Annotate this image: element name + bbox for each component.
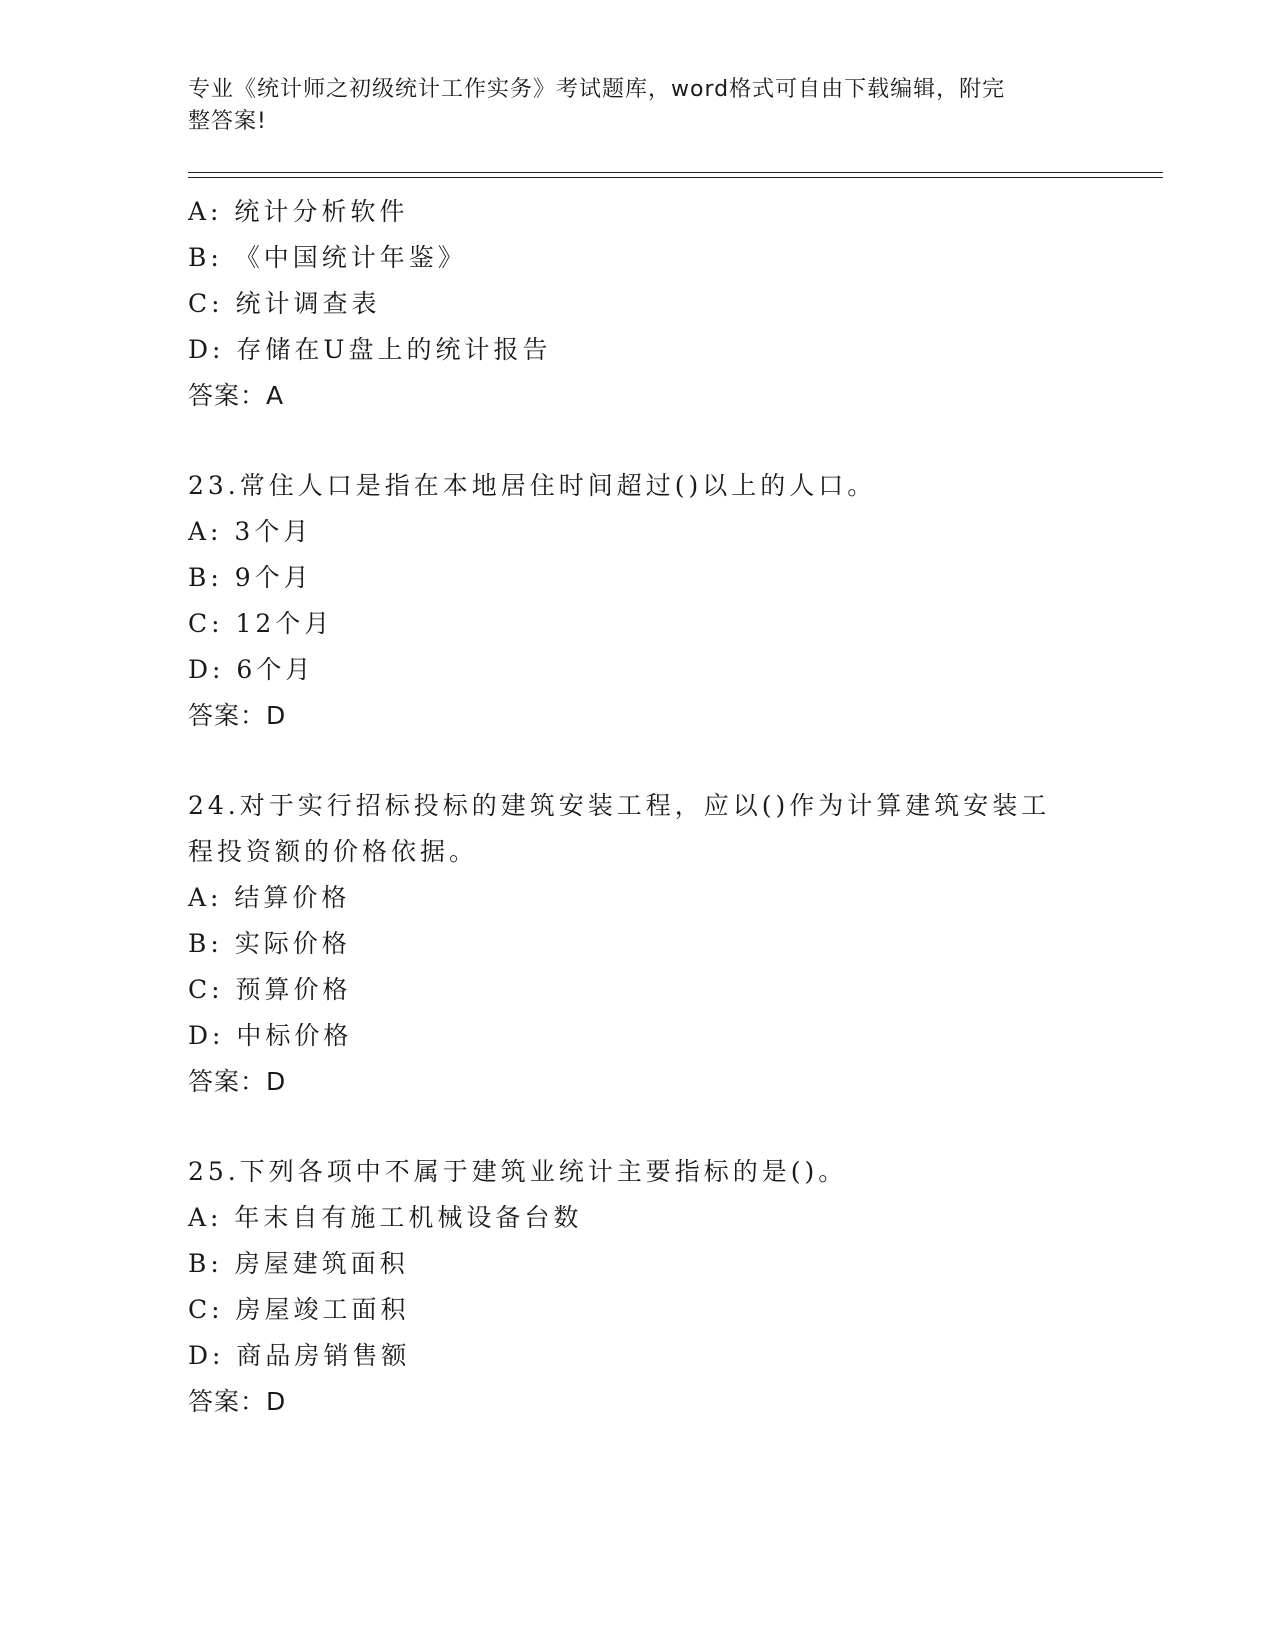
document-header [188, 74, 1088, 138]
option-c: C: 房屋竣工面积 [188, 1295, 410, 1324]
option-b: B: 房屋建筑面积 [188, 1249, 409, 1278]
intro-line-1: 专业《统计师之初级统计工作实务》考试题库，word格式可自由下载编辑，附完 [188, 77, 1006, 102]
option-c: C: 12个月 [188, 609, 334, 638]
option-a: A: 年末自有施工机械设备台数 [188, 1203, 583, 1232]
option-b: B: 《中国统计年鉴》 [188, 243, 467, 272]
option-d: D: 中标价格 [188, 1021, 353, 1050]
option-b: B: 9个月 [188, 563, 313, 592]
answer-line: 答案：D [188, 701, 287, 730]
option-a: A: 3个月 [188, 517, 313, 546]
question-list [188, 189, 1108, 1425]
question-22-continued [188, 189, 1108, 419]
option-b: B: 实际价格 [188, 929, 351, 958]
answer-line: 答案：D [188, 1387, 287, 1416]
question-24 [188, 783, 1108, 1105]
intro-line-2: 整答案! [188, 109, 267, 134]
option-d: D: 6个月 [188, 655, 315, 684]
option-c: C: 预算价格 [188, 975, 352, 1004]
answer-line: 答案：A [188, 381, 285, 410]
option-a: A: 统计分析软件 [188, 197, 409, 226]
header-rule-bottom [188, 177, 1163, 178]
option-c: C: 统计调查表 [188, 289, 381, 318]
answer-line: 答案：D [188, 1067, 287, 1096]
question-stem: 25.下列各项中不属于建筑业统计主要指标的是()。 [188, 1157, 848, 1186]
question-stem-line-1: 24.对于实行招标投标的建筑安装工程，应以()作为计算建筑安装工 [188, 791, 1051, 820]
option-d: D: 商品房销售额 [188, 1341, 411, 1370]
option-d: D: 存储在U盘上的统计报告 [188, 335, 552, 364]
question-23 [188, 463, 1108, 739]
question-stem: 23.常住人口是指在本地居住时间超过()以上的人口。 [188, 471, 877, 500]
header-rule-top [188, 172, 1163, 173]
question-25 [188, 1149, 1108, 1425]
option-a: A: 结算价格 [188, 883, 351, 912]
question-stem-line-2: 程投资额的价格依据。 [188, 837, 479, 866]
